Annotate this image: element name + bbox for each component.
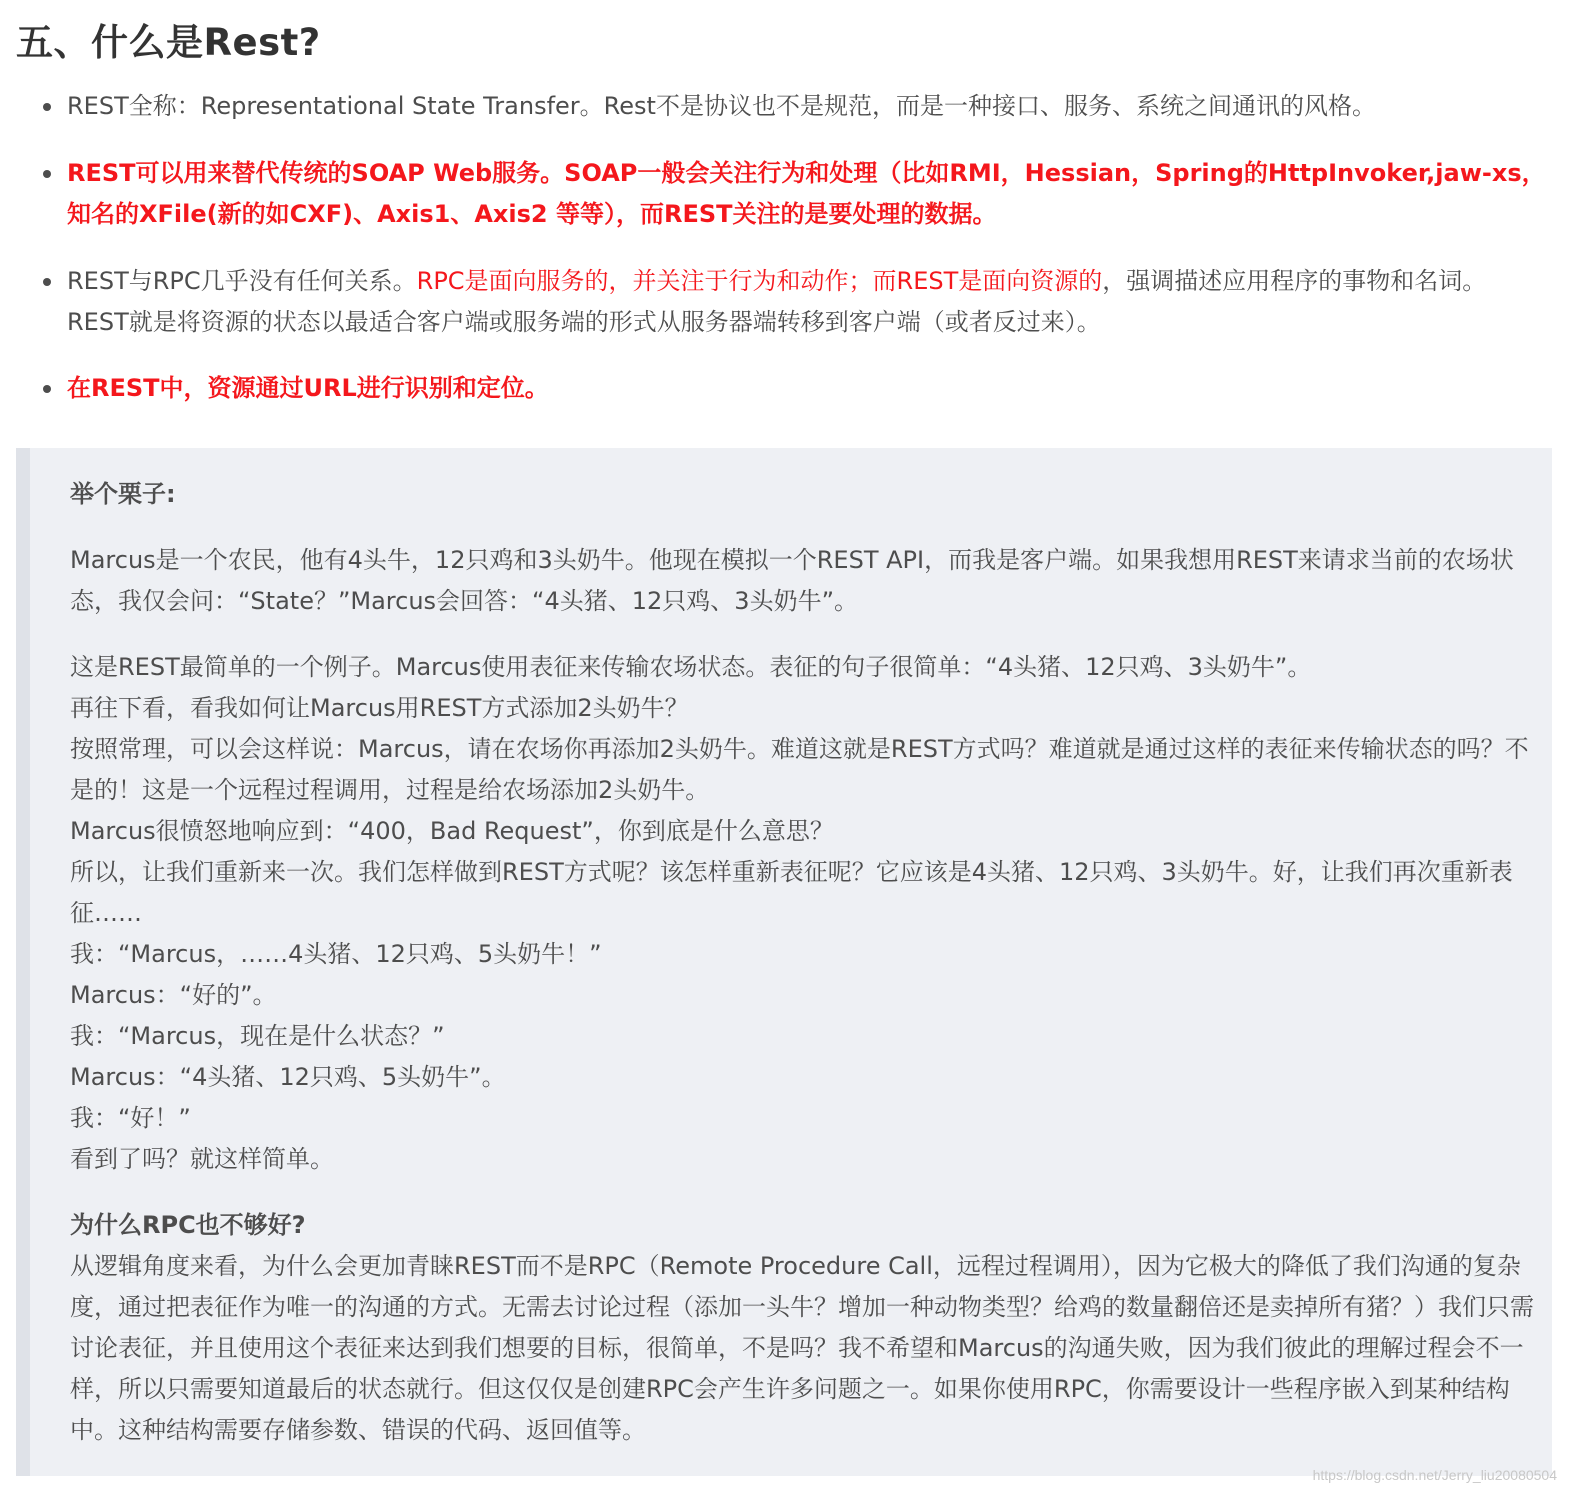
dialogue-line: Marcus：“4头猪、12只鸡、5头奶牛”。 xyxy=(70,1063,506,1091)
example-blockquote xyxy=(16,448,1552,1476)
dialogue-line: 所以，让我们重新来一次。我们怎样做到REST方式呢？该怎样重新表征呢？它应该是4头猪、12只鸡、3头奶牛。好，让我们再次重新表征…… xyxy=(70,858,1513,927)
bullet-text-part: REST与RPC几乎没有任何关系。 xyxy=(67,267,417,295)
bullet-text: REST全称：Representational State Transfer。Rest不是协议也不是规范，而是一种接口、服务、系统之间通讯的风格。 xyxy=(67,92,1376,120)
section-heading: 五、什么是Rest? xyxy=(16,21,321,64)
bullet-text-highlight: 在REST中，资源通过URL进行识别和定位。 xyxy=(67,374,549,402)
example-title: 举个栗子: xyxy=(70,480,176,508)
bullet-dot-icon xyxy=(43,385,51,393)
example-paragraph: Marcus是一个农民，他有4头牛，12只鸡和3头奶牛。他现在模拟一个REST API，而我是客户端。如果我想用REST来请求当前的农场状态，我仅会问：“State？”Marcus会回答：“4头猪、12只鸡、3头奶牛”。 xyxy=(70,546,1514,615)
why-rpc-title: 为什么RPC也不够好? xyxy=(70,1211,306,1239)
bullet-dot-icon xyxy=(43,170,51,178)
bullet-dot-icon xyxy=(43,278,51,286)
bullet-dot-icon xyxy=(43,103,51,111)
watermark-text: https://blog.csdn.net/Jerry_liu20080504 xyxy=(1312,1467,1557,1483)
dialogue-line: 按照常理，可以会这样说：Marcus，请在农场你再添加2头奶牛。难道这就是REST方式吗？难道就是通过这样的表征来传输状态的吗？不是的！这是一个远程过程调用，过程是给农场添加2头奶牛。 xyxy=(70,735,1529,804)
dialogue-line: 我：“Marcus，现在是什么状态？” xyxy=(70,1022,445,1050)
dialogue-line: 这是REST最简单的一个例子。Marcus使用表征来传输农场状态。表征的句子很简单：“4头猪、12只鸡、3头奶牛”。 xyxy=(70,653,1312,681)
bullet-text-red: RPC是面向服务的，并关注于行为和动作；而REST是面向资源的 xyxy=(416,267,1103,295)
bullet-text xyxy=(67,261,1547,343)
why-rpc-paragraph: 从逻辑角度来看，为什么会更加青睐REST而不是RPC（Remote Procedure Call，远程过程调用），因为它极大的降低了我们沟通的复杂度，通过把表征作为唯一的沟通的方式。无需去讨论过程（添加一头牛？增加一种动物类型？给鸡的数量翻倍还是卖掉所有猪？）我们只需讨论表征，并且使用这个表征来达到我们想要的目标，很简单，不是吗？我不希望和Marcus的沟通失败，因为我们彼此的理解过程会不一样，所以只需要知道最后的状态就行。但这仅仅是创建RPC会产生许多问题之一。如果你使用RPC，你需要设计一些程序嵌入到某种结构中。这种结构需要存储参数、错误的代码、返回值等。 xyxy=(70,1252,1534,1444)
dialogue-line: Marcus很愤怒地响应到：“400，Bad Request”，你到底是什么意思？ xyxy=(70,817,834,845)
dialogue-line: 我：“好！” xyxy=(70,1104,191,1132)
dialogue-line: 再往下看，看我如何让Marcus用REST方式添加2头奶牛？ xyxy=(70,694,689,722)
dialogue-line: Marcus：“好的”。 xyxy=(70,981,277,1009)
dialogue-line: 我：“Marcus，……4头猪、12只鸡、5头奶牛！” xyxy=(70,940,602,968)
dialogue-line: 看到了吗？就这样简单。 xyxy=(70,1145,334,1173)
bullet-text-highlight: REST可以用来替代传统的SOAP Web服务。SOAP一般会关注行为和处理（比如RMI，Hessian，Spring的HttpInvoker,jaw-xs，知名的XFile(新的如CXF)、Axis1、Axis2 等等），而REST关注的是要处理的数据。 xyxy=(67,159,1546,228)
bullet-text-part: ，强调描述应用程序的事物和名词。REST就是将资源的状态以最适合客户端或服务端的形式从服务器端转移到客户端（或者反过来）。 xyxy=(67,267,1487,336)
